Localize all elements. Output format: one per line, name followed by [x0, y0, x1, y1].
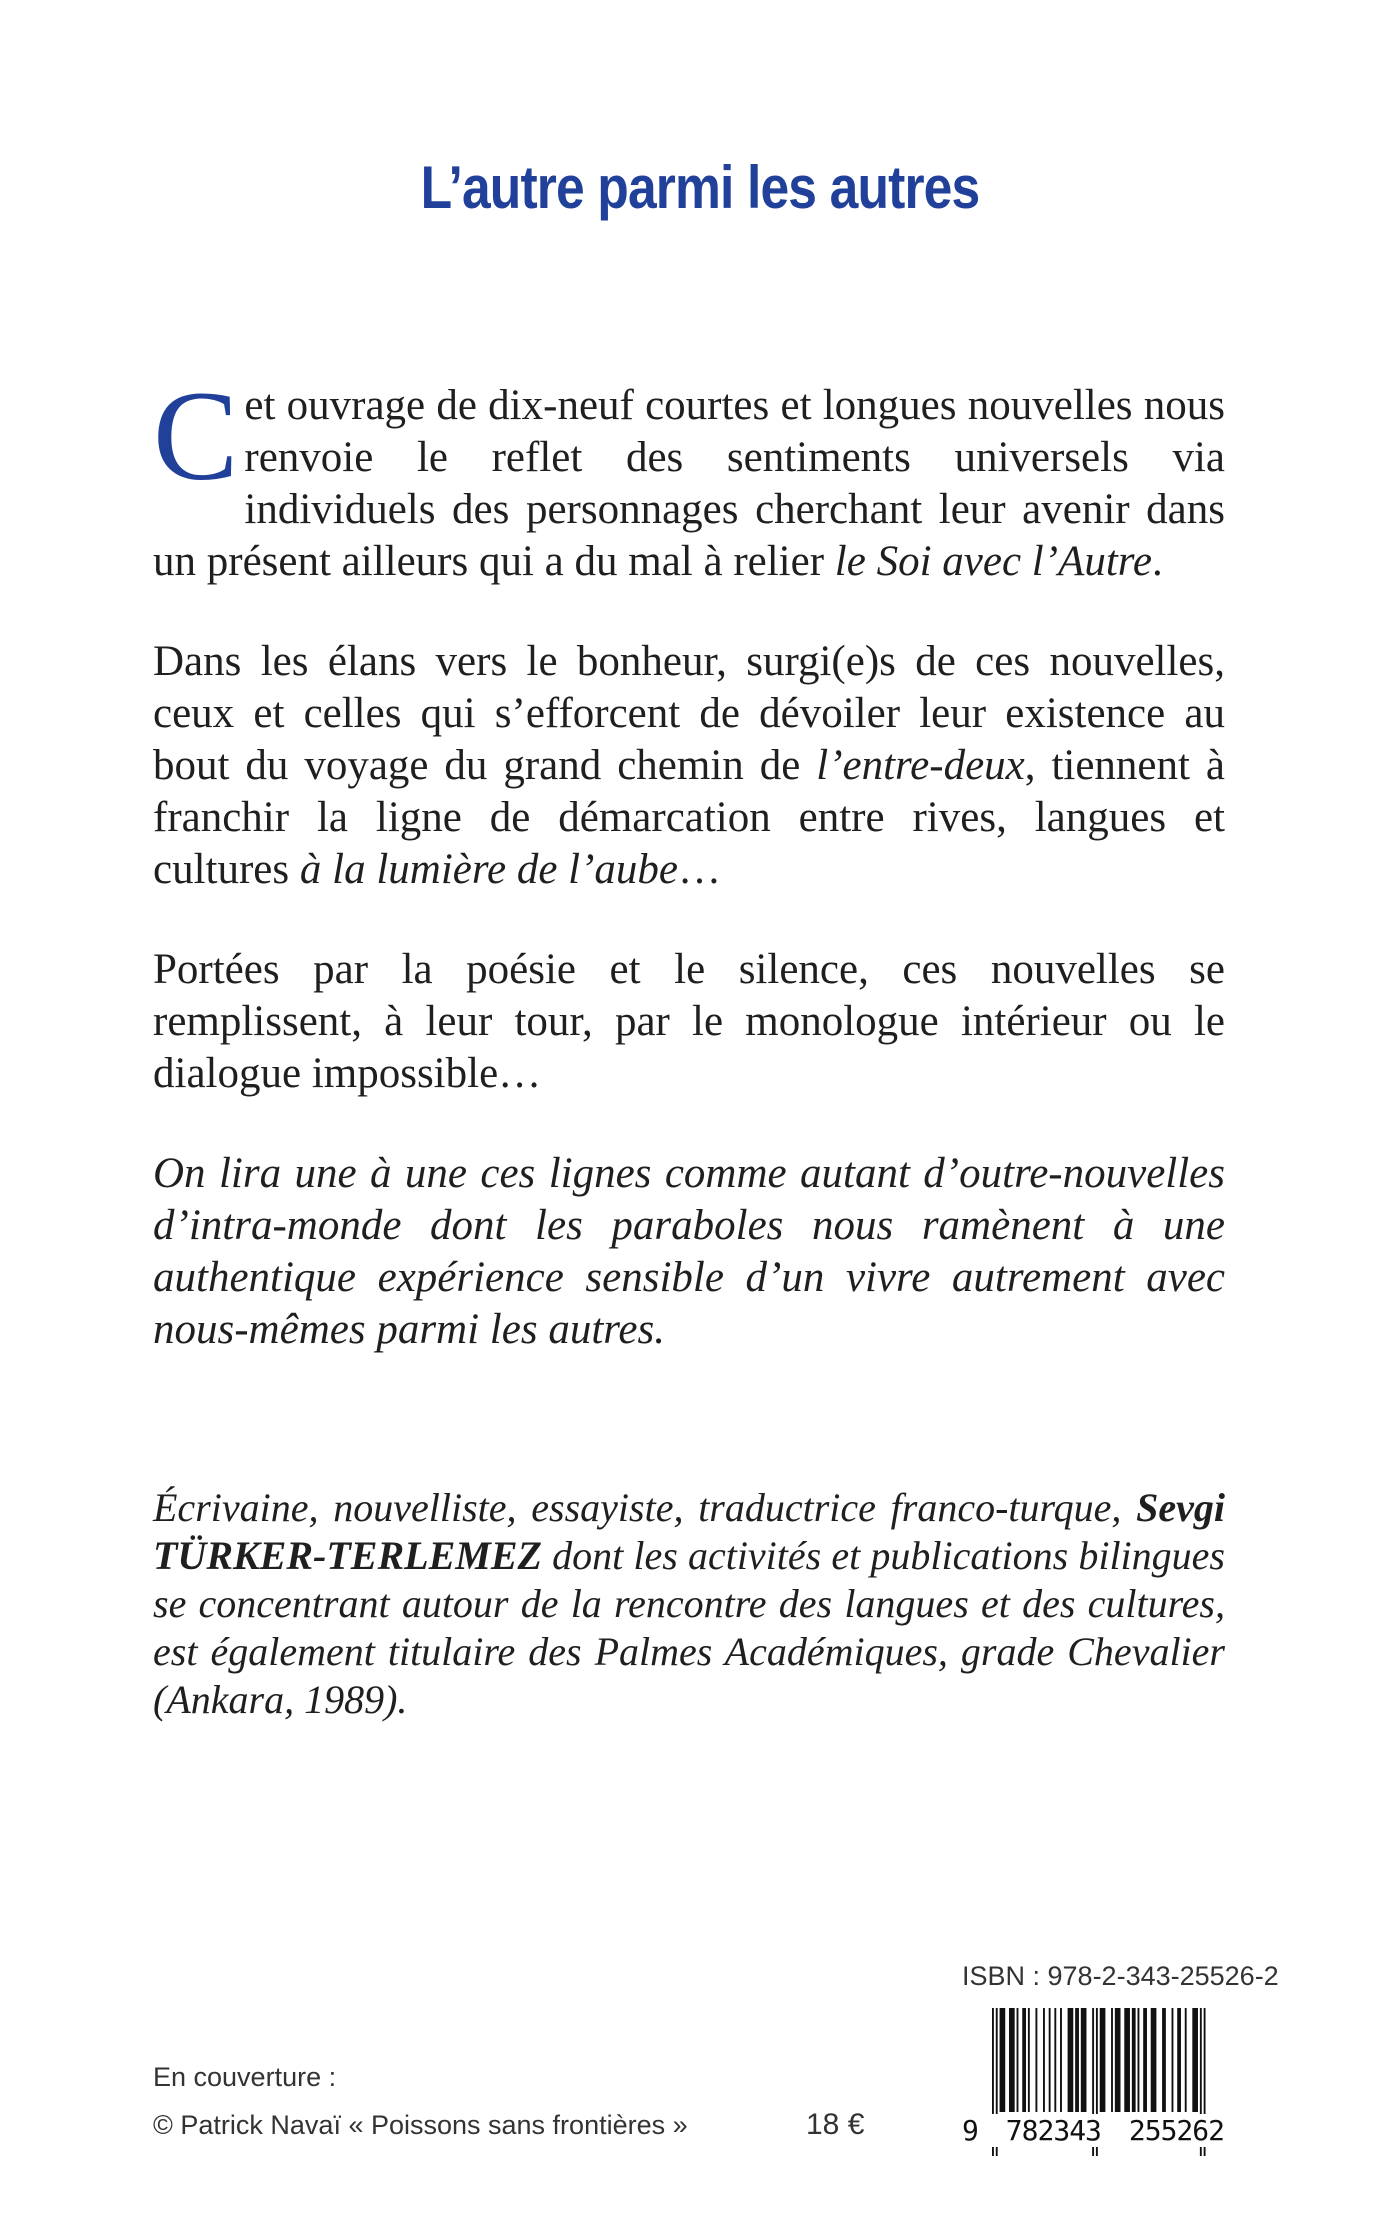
barcode-bar [1100, 2008, 1106, 2112]
summary-p2-italic-b: à la lumière de l’aube [299, 846, 679, 893]
summary-p1-end: . [1152, 538, 1163, 585]
barcode-bar [1177, 2008, 1181, 2112]
barcode-bar [1185, 2008, 1187, 2112]
bio-text-b: dont les activités et publications bilingues se concentrant autour de la rencontre des langues et des cultures, est également titulaire des Palmes Académiques, grade Chevalier (Ankara, 1989). [153, 1533, 1225, 1722]
barcode-bar [1022, 2008, 1026, 2112]
barcode-bar [1115, 2008, 1121, 2112]
barcode-first-digit: 9 [962, 2113, 979, 2147]
barcode-bar [1049, 2008, 1051, 2112]
author-name: Sevgi TÜRKER-TERLEMEZ [153, 1485, 1225, 1578]
barcode-bar [1172, 2008, 1174, 2112]
summary-paragraph-4: On lira une à une ces lignes comme autant d’outre-nouvelles d’intra-monde dont les paraboles nous ramènent à une authentique expérience sensible d’un vivre autrement avec nous-mêmes parmi les autres. [153, 1150, 1225, 1353]
barcode-bar [1111, 2008, 1113, 2112]
barcode-bar [1068, 2008, 1074, 2112]
barcode-bar [1043, 2008, 1045, 2112]
barcode-bar [1138, 2008, 1140, 2112]
barcode-bar [1054, 2008, 1056, 2112]
summary-p2-end: … [678, 846, 722, 893]
barcode-bar [1000, 2008, 1006, 2112]
barcode-left-digits: 782343 [992, 2114, 1115, 2147]
summary-paragraph-2 [153, 636, 1225, 896]
price: 18 € [806, 2108, 865, 2141]
barcode-bar [1192, 2008, 1198, 2112]
barcode-bar [1162, 2008, 1166, 2112]
bio-text-a: Écrivaine, nouvelliste, essayiste, traductrice franco-turque, [153, 1485, 1137, 1530]
barcode-bar [1009, 2008, 1015, 2112]
cover-credit: © Patrick Navaï « Poissons sans frontières » [153, 2110, 688, 2140]
barcode-bar [1124, 2008, 1130, 2112]
summary-p2-italic-a: l’entre-deux [816, 742, 1025, 789]
drop-cap: C [153, 365, 239, 507]
summary-p2-text-a: Dans les élans vers le bonheur, surgi(e)s de ces nouvelles, ceux et celles qui s’efforcent de dévoiler leur existence au bout du voyage du grand chemin de [153, 638, 1225, 789]
barcode-bar [1075, 2008, 1079, 2112]
barcode-bar [1060, 2008, 1062, 2112]
summary-p1-italic: le Soi avec l’Autre [834, 538, 1152, 585]
cover-label: En couverture : [153, 2062, 337, 2092]
barcode-bar [1035, 2008, 1037, 2112]
barcode-bar [1132, 2008, 1136, 2112]
barcode-bar [1151, 2008, 1157, 2112]
barcode-right-digits: 255262 [1119, 2114, 1234, 2147]
summary-paragraph-1 [153, 365, 1225, 588]
isbn-label: ISBN : 978-2-343-25526-2 [962, 1961, 1279, 1991]
summary-paragraph-3: Portées par la poésie et le silence, ces nouvelles se remplissent, à leur tour, par le monologue intérieur ou le dialogue impossible… [153, 946, 1225, 1097]
book-title: L’autre parmi les autres [420, 154, 980, 221]
barcode-digits [962, 2108, 1234, 2152]
author-bio [153, 1484, 1225, 1724]
barcode-bar [1017, 2008, 1019, 2112]
barcode-bar [1028, 2008, 1030, 2112]
summary-p2-text-b: , tiennent à franchir la ligne de démarcation entre rives, langues et cultures [153, 742, 1225, 893]
barcode-bar [1081, 2008, 1087, 2112]
summary-p1-text: et ouvrage de dix-neuf courtes et longues nouvelles nous renvoie le reflet des sentiments universels via individuels des personnages cherchant leur avenir dans un présent ailleurs qui a du mal à relier [153, 382, 1225, 585]
barcode-bar [1143, 2008, 1147, 2112]
